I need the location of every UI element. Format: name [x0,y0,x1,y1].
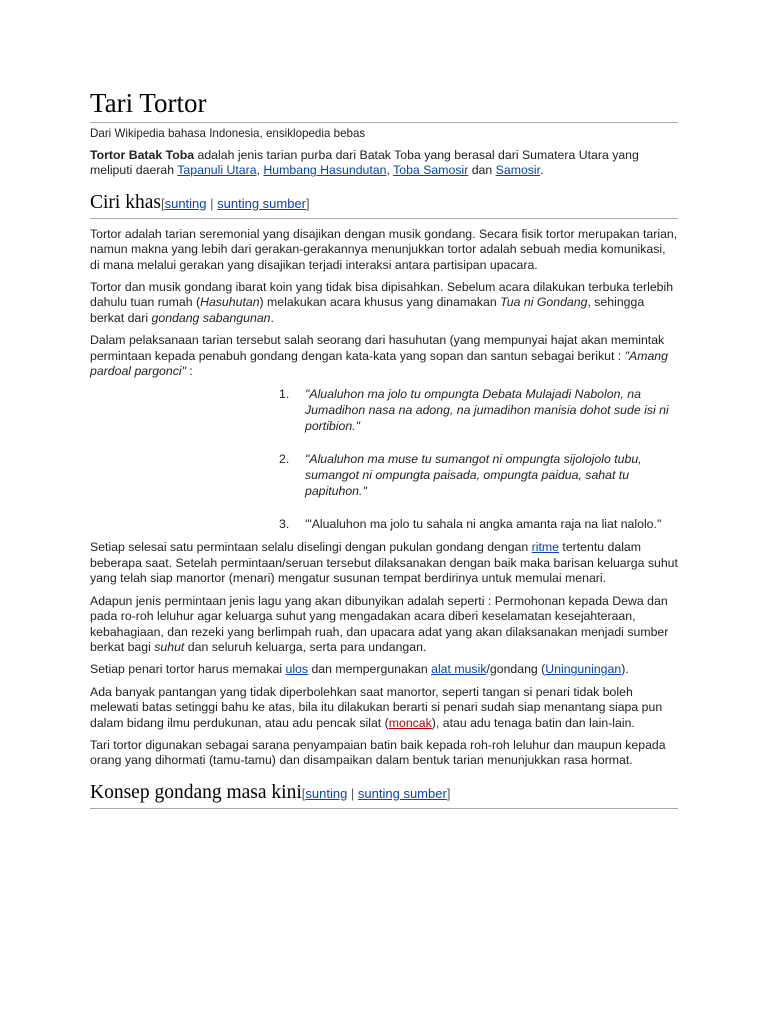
paragraph: Tortor adalah tarian seremonial yang disajikan dengan musik gondang. Secara fisik tortor merupakan tarian, namun makna yang lebih dari gerakan-gerakannya menunjukkan tortor adalah sebuah media komunikasi, di mana melalui gerakan yang disajikan terjadi interaksi antara partisipan upacara. [90,226,678,272]
link-samosir[interactable]: Samosir [495,163,541,178]
link-humbang-hasundutan[interactable]: Humbang Hasundutan [263,163,387,178]
paragraph: Setiap penari tortor harus memakai ulos dan mempergunakan alat musik/gondang (Uninguningan). [90,662,629,677]
edit-link[interactable]: sunting [305,785,348,801]
link-tapanuli-utara[interactable]: Tapanuli Utara [177,163,257,178]
site-tagline: Dari Wikipedia bahasa Indonesia, ensiklopedia bebas [90,127,366,140]
paragraph: Tortor dan musik gondang ibarat koin yang tidak bisa dipisahkan. Sebelum acara dilakukan terbuka terlebih dahulu tuan rumah (Hasuhutan) melakukan acara khusus yang dinamakan Tua ni Gondang, sehingga berkat dari gondang sabangunan. [90,280,674,325]
link-toba-samosir[interactable]: Toba Samosir [393,163,469,178]
link-alat-musik[interactable]: alat musik [431,662,487,677]
list-item: 2. "Alualuhon ma muse tu sumangot ni ompungta sijolojolo tubu, sumangot ni ompungta paisada, ompungta paidua, sahat tu papituhon." [279,452,642,499]
intro-bold-term: Tortor Batak Toba [90,148,195,162]
edit-source-link[interactable]: sunting sumber [217,195,307,211]
page-title: Tari Tortor [90,86,678,123]
paragraph: Ada banyak pantangan yang tidak diperbolehkan saat manortor, seperti tangan si penari tidak boleh melewati batas setinggi bahu ke atas, bila itu dilakukan berarti si penari sudah siap menantang siapa pun dalam bidang ilmu perdukunan, atau adu pencak silat (moncak), atau adu tenaga batin dan lain-lain. [90,684,663,730]
intro-paragraph: Tortor Batak Toba adalah jenis tarian purba dari Batak Toba yang berasal dari Sumatera Utara yang meliputi daerah Tapanuli Utara, Humbang Hasundutan, Toba Samosir dan Samosir. [90,148,639,178]
list-item: 3. '"Alualuhon ma jolo tu sahala ni angka amanta raja na liat nalolo." [279,517,662,532]
list-item: 1. "Alualuhon ma jolo tu ompungta Debata Mulajadi Nabolon, na Jumadihon nasa na adong, na jumadihon manisia dohot sude isi ni portibion." [279,387,669,434]
section-heading-konsep-gondang: Konsep gondang masa kini[sunting | sunting sumber] [90,781,678,809]
section-heading-ciri-khas: Ciri khas[sunting | sunting sumber] [90,191,678,219]
paragraph: Tari tortor digunakan sebagai sarana penyampaian batin baik kepada roh-roh leluhur dan maupun kepada orang yang dihormati (tamu-tamu) dan disampaikan dalam bentuk tarian menunjukkan rasa hormat. [90,737,666,768]
paragraph: Dalam pelaksanaan tarian tersebut salah seorang dari hasuhutan (yang mempunyai hajat akan memintak permintaan kepada penabuh gondang dengan kata-kata yang sopan dan santun sebagai berikut : "Amang pardoal pargonci" : [90,333,668,379]
link-ritme[interactable]: ritme [531,540,559,555]
paragraph: Setiap selesai satu permintaan selalu diselingi dengan pukulan gondang dengan ritme tertentu dalam beberapa saat. Setelah permintaan/seruan tersebut dilaksanakan dengan baik maka barisan keluarga suhut yang telah siap manortor (menari) mengatur susunan tempat berdirinya untuk memulai menari. [90,540,678,586]
verse-list [90,386,678,532]
edit-source-link[interactable]: sunting sumber [357,785,447,801]
edit-link[interactable]: sunting [164,195,207,211]
edit-section-links: [sunting | sunting sumber] [301,785,451,801]
link-ulos[interactable]: ulos [285,662,309,677]
link-uninguningan[interactable]: Uninguningan [545,662,622,677]
edit-section-links: [sunting | sunting sumber] [160,195,310,211]
paragraph: Adapun jenis permintaan jenis lagu yang akan dibunyikan adalah seperti : Permohonan kepada Dewa dan pada ro-roh leluhur agar keluarga suhut yang mengadakan acara diberi keselamatan kesejahteraan, kebahagiaan, dan rezeki yang berlimpah ruah, dan upacara adat yang akan dilaksanakan menjadi sumber berkat bagi suhut dan seluruh keluarga, serta para undangan. [90,593,669,654]
link-moncak[interactable]: moncak [388,715,432,730]
article-content [90,86,678,817]
